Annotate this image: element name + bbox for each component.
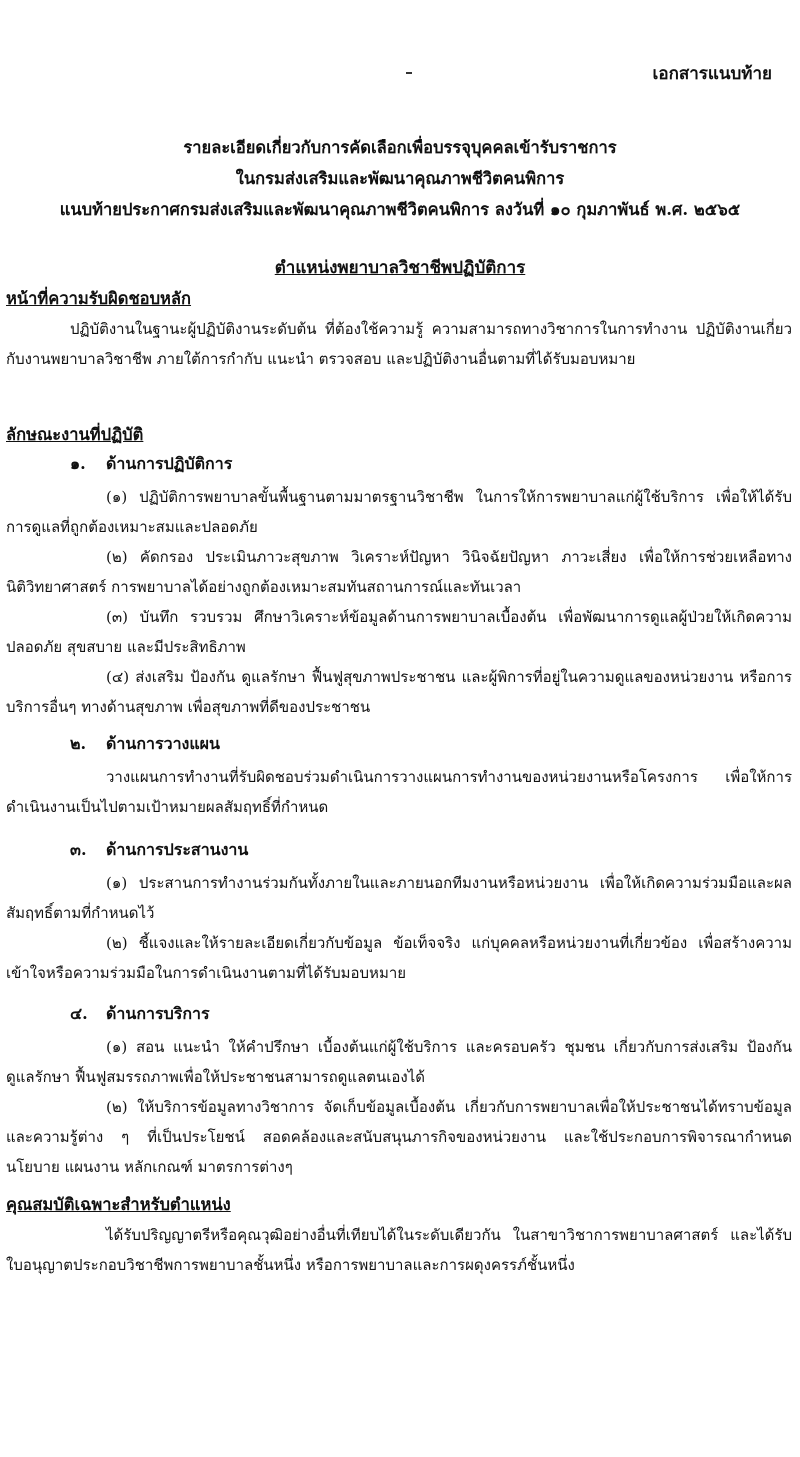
- section-1-item-1: [6, 482, 792, 542]
- section-1-number: ๑.: [70, 454, 86, 473]
- title-line-3: แนบท้ายประกาศกรมส่งเสริมและพัฒนาคุณภาพชีวิตคนพิการ ลงวันที่ ๑๐ กุมภาพันธ์ พ.ศ. ๒๕๖๕: [59, 200, 741, 219]
- section-4-item-2: [6, 1092, 792, 1182]
- section-2-number: ๒.: [70, 734, 87, 753]
- section-1-item-4-text: (๔) ส่งเสริม ป้องกัน ดูแลรักษา ฟื้นฟูสุขภาพประชาชน และผู้พิการที่อยู่ในความดูแลของหน่วยงาน หรือการบริการอื่นๆ ทางด้านสุขภาพ เพื่อสุขภาพที่ดีของประชาชน: [6, 668, 792, 716]
- section-4-heading: [70, 1002, 210, 1027]
- page-mark: [406, 72, 412, 74]
- section-3-item-2-text: (๒) ชี้แจงและให้รายละเอียดเกี่ยวกับข้อมูล ข้อเท็จจริง แก่บุคคลหรือหน่วยงานที่เกี่ยวข้อง เพื่อสร้างความเข้าใจหรือความร่วมมือในการดำเนินงานตามที่ได้รับมอบหมาย: [6, 934, 792, 982]
- work-nature-heading: ลักษณะงานที่ปฏิบัติ: [6, 425, 144, 444]
- section-1-item-3: [6, 602, 792, 662]
- section-1-item-1-text: (๑) ปฏิบัติการพยาบาลขั้นพื้นฐานตามมาตรฐานวิชาชีพ ในการให้การพยาบาลแก่ผู้ใช้บริการ เพื่อให้ได้รับการดูแลที่ถูกต้องเหมาะสมและปลอดภัย: [6, 488, 792, 536]
- title-line-2: ในกรมส่งเสริมและพัฒนาคุณภาพชีวิตคนพิการ: [235, 169, 565, 188]
- section-3-number: ๓.: [70, 840, 87, 859]
- section-4-item-1-text: (๑) สอน แนะนำ ให้คำปรึกษา เบื้องต้นแก่ผู้ใช้บริการ และครอบครัว ชุมชน เกี่ยวกับการส่งเสริม ป้องกัน ดูแลรักษา ฟื้นฟูสมรรถภาพเพื่อให้ประชาชนสามารถดูแลตนเองได้: [6, 1038, 792, 1086]
- section-4-title: ด้านการบริการ: [106, 1004, 210, 1023]
- section-2-title: ด้านการวางแผน: [106, 734, 220, 753]
- section-2-item-1: [6, 762, 792, 822]
- section-3-item-1-text: (๑) ประสานการทำงานร่วมกันทั้งภายในและภายนอกทีมงานหรือหน่วยงาน เพื่อให้เกิดความร่วมมือและผลสัมฤทธิ์ตามที่กำหนดไว้: [6, 874, 792, 922]
- qualification-body: ได้รับปริญญาตรีหรือคุณวุฒิอย่างอื่นที่เทียบได้ในระดับเดียวกัน ในสาขาวิชาการพยาบาลศาสตร์ และได้รับใบอนุญาตประกอบวิชาชีพการพยาบาลชั้นหนึ่ง หรือการพยาบาลและการผดุงครรภ์ชั้นหนึ่ง: [6, 1226, 792, 1274]
- section-4-number: ๔.: [70, 1004, 88, 1023]
- document-title: [0, 132, 800, 225]
- section-4-item-2-text: (๒) ให้บริการข้อมูลทางวิชาการ จัดเก็บข้อมูลเบื้องต้น เกี่ยวกับการพยาบาลเพื่อให้ประชาชนได้ทราบข้อมูลและความรู้ต่าง ๆ ที่เป็นประโยชน์ สอดคล้องและสนับสนุนภารกิจของหน่วยงาน และใช้ประกอบการพิจารณากำหนดนโยบาย แผนงาน หลักเกณฑ์ มาตรการต่างๆ: [6, 1098, 792, 1176]
- main-duty-text: [6, 314, 792, 374]
- qualification-text: [6, 1220, 792, 1280]
- section-1-item-2: [6, 542, 792, 602]
- qualification-heading: คุณสมบัติเฉพาะสำหรับตำแหน่ง: [6, 1195, 231, 1214]
- section-1-heading: [70, 452, 232, 477]
- section-1-item-4: [6, 662, 792, 722]
- section-3-title: ด้านการประสานงาน: [106, 840, 249, 859]
- section-1-item-3-text: (๓) บันทึก รวบรวม ศึกษาวิเคราะห์ข้อมูลด้านการพยาบาลเบื้องต้น เพื่อพัฒนาการดูแลผู้ป่วยให้เกิดความปลอดภัย สุขสบาย และมีประสิทธิภาพ: [6, 608, 792, 656]
- section-3-heading: [70, 838, 248, 863]
- attachment-label: เอกสารแนบท้าย: [652, 64, 772, 84]
- section-3-item-1: [6, 868, 792, 928]
- section-1-item-2-text: (๒) คัดกรอง ประเมินภาวะสุขภาพ วิเคราะห์ปัญหา วินิจฉัยปัญหา ภาวะเสี่ยง เพื่อให้การช่วยเหลือทางนิติวิทยาศาสตร์ การพยาบาลได้อย่างถูกต้องเหมาะสมทันสถานการณ์และทันเวลา: [6, 548, 792, 596]
- section-2-heading: [70, 732, 220, 757]
- position-title: ตำแหน่งพยาบาลวิชาชีพปฏิบัติการ: [274, 258, 526, 278]
- section-2-item-1-text: วางแผนการทำงานที่รับผิดชอบร่วมดำเนินการวางแผนการทำงานของหน่วยงานหรือโครงการ เพื่อให้การดำเนินงานเป็นไปตามเป้าหมายผลสัมฤทธิ์ที่กำหนด: [6, 768, 792, 816]
- section-1-title: ด้านการปฏิบัติการ: [106, 454, 233, 473]
- main-duty-heading: หน้าที่ความรับผิดชอบหลัก: [6, 289, 192, 308]
- main-duty-body: ปฏิบัติงานในฐานะผู้ปฏิบัติงานระดับต้น ที่ต้องใช้ความรู้ ความสามารถทางวิชาการในการทำงาน ปฏิบัติงานเกี่ยวกับงานพยาบาลวิชาชีพ ภายใต้การกำกับ แนะนำ ตรวจสอบ และปฏิบัติงานอื่นตามที่ได้รับมอบหมาย: [6, 320, 792, 368]
- title-line-1: รายละเอียดเกี่ยวกับการคัดเลือกเพื่อบรรจุบุคคลเข้ารับราชการ: [183, 138, 617, 157]
- section-3-item-2: [6, 928, 792, 988]
- section-4-item-1: [6, 1032, 792, 1092]
